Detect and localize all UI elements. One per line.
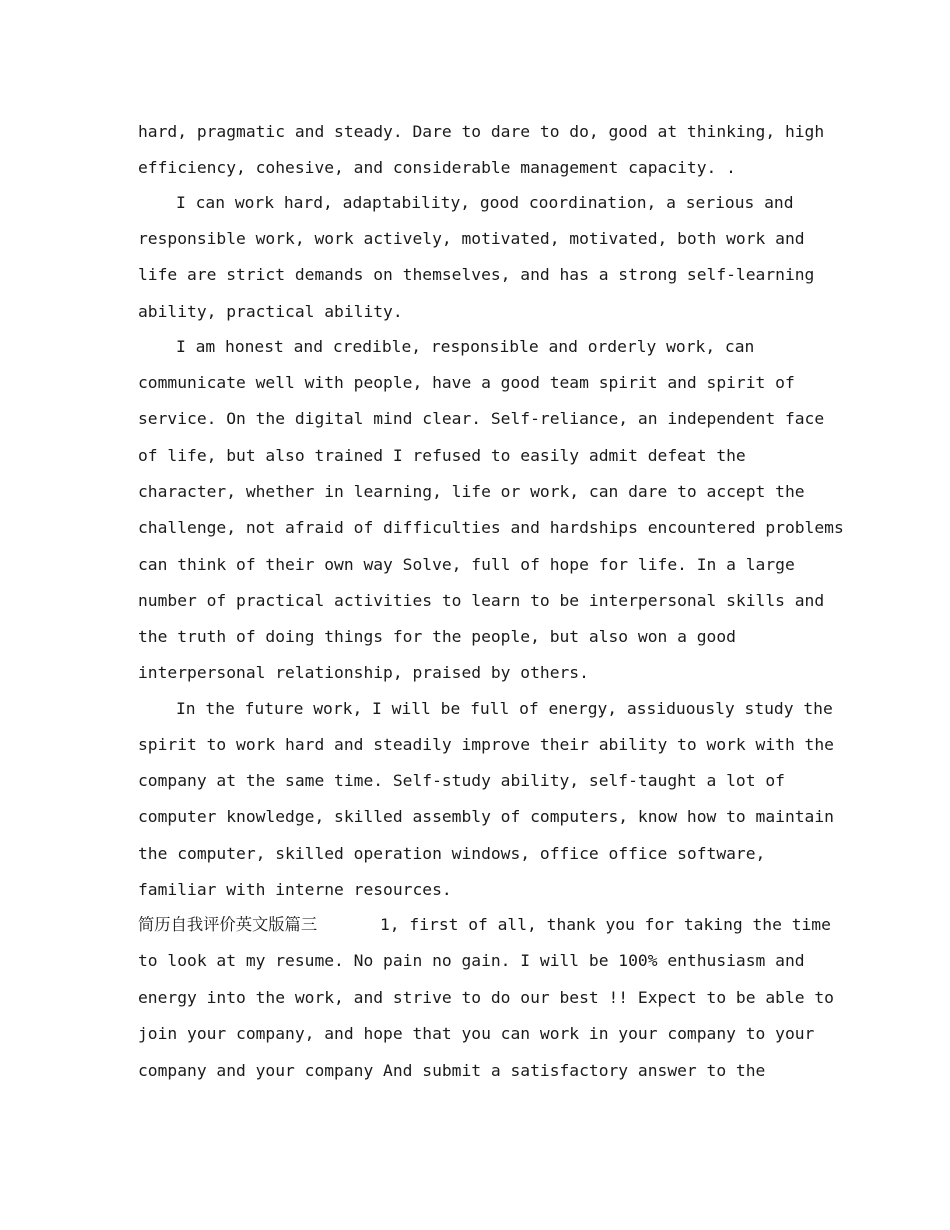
text-line: company and your company And submit a satisfactory answer to the xyxy=(138,1061,766,1080)
text-line: the computer, skilled operation windows, office office software, xyxy=(138,844,766,863)
text-line: challenge, not afraid of difficulties and hardships encountered problems xyxy=(138,518,844,537)
text-line: computer knowledge, skilled assembly of computers, know how to maintain xyxy=(138,807,834,826)
text-line: communicate well with people, have a good team spirit and spirit of xyxy=(138,373,795,392)
text-line: of life, but also trained I refused to easily admit defeat the xyxy=(138,446,746,465)
section-heading: 简历自我评价英文版篇三 xyxy=(138,915,318,934)
paragraph-first-line: I am honest and credible, responsible and orderly work, can xyxy=(176,337,755,356)
text-line: can think of their own way Solve, full of hope for life. In a large xyxy=(138,555,795,574)
text-line: ability, practical ability. xyxy=(138,302,403,321)
text-line: energy into the work, and strive to do our best !! Expect to be able to xyxy=(138,988,834,1007)
text-line: company at the same time. Self-study ability, self-taught a lot of xyxy=(138,771,785,790)
text-line: character, whether in learning, life or work, can dare to accept the xyxy=(138,482,805,501)
text-line: the truth of doing things for the people, but also won a good xyxy=(138,627,736,646)
text-line: efficiency, cohesive, and considerable management capacity. . xyxy=(138,158,736,177)
text-line: familiar with interne resources. xyxy=(138,880,452,899)
text-line: interpersonal relationship, praised by others. xyxy=(138,663,589,682)
text-line: hard, pragmatic and steady. Dare to dare to do, good at thinking, high xyxy=(138,122,825,141)
text-line: 1, first of all, thank you for taking the time xyxy=(380,915,831,934)
text-line: spirit to work hard and steadily improve their ability to work with the xyxy=(138,735,834,754)
text-line: join your company, and hope that you can work in your company to your xyxy=(138,1024,815,1043)
text-line: service. On the digital mind clear. Self-reliance, an independent face xyxy=(138,409,825,428)
paragraph-first-line: I can work hard, adaptability, good coordination, a serious and xyxy=(176,193,794,212)
text-line: number of practical activities to learn to be interpersonal skills and xyxy=(138,591,825,610)
text-line: life are strict demands on themselves, and has a strong self-learning xyxy=(138,265,815,284)
paragraph-first-line: In the future work, I will be full of energy, assiduously study the xyxy=(176,699,833,718)
text-line: to look at my resume. No pain no gain. I will be 100% enthusiasm and xyxy=(138,951,805,970)
text-line: responsible work, work actively, motivated, motivated, both work and xyxy=(138,229,805,248)
